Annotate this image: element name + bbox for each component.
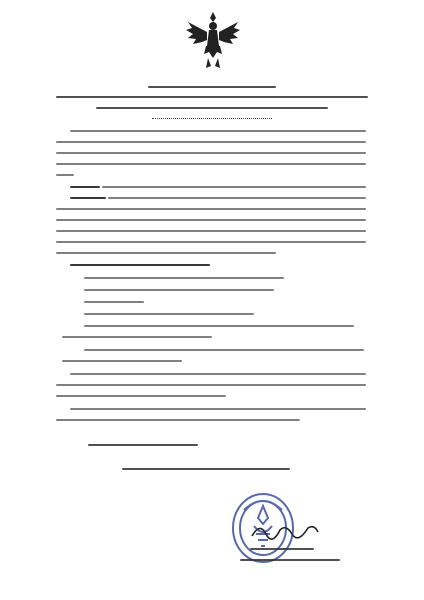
section-1-text-line (102, 186, 366, 188)
section-1-text-line (56, 230, 366, 232)
section-3-text-line (56, 395, 226, 397)
garuda-emblem-icon (184, 8, 242, 70)
section-2-item (84, 349, 364, 351)
section-2-text-line (84, 289, 274, 291)
section-1-text-line (56, 219, 366, 221)
section-2-heading (70, 264, 210, 266)
signatory-position (240, 559, 340, 561)
section-2-item (62, 336, 212, 338)
title-line-2 (56, 96, 368, 98)
intro-text-line (56, 152, 366, 154)
section-4-text-line (56, 419, 300, 421)
date-line (122, 468, 290, 470)
title-divider (152, 118, 272, 120)
section-1-text-line (56, 241, 366, 243)
section-1-text-line (108, 197, 366, 199)
closing-line (88, 444, 198, 446)
title-line-1 (148, 86, 276, 88)
section-2-text-line (84, 277, 284, 279)
section-2-item (84, 313, 254, 315)
section-4-text-line (70, 408, 366, 410)
section-2-item (62, 360, 182, 362)
intro-text-line (70, 130, 366, 132)
title-line-3 (96, 107, 328, 109)
intro-text-line (56, 174, 74, 176)
intro-text-line (56, 163, 366, 165)
section-3-text-line (70, 373, 366, 375)
handwritten-signature-icon (250, 520, 320, 542)
section-2-item (84, 325, 354, 327)
section-3-text-line (56, 384, 366, 386)
section-2-text-line (84, 301, 144, 303)
signatory-name (250, 548, 314, 550)
intro-text-line (56, 141, 366, 143)
section-1-text-line (56, 208, 366, 210)
section-1-text-line (56, 252, 276, 254)
section-1-heading (70, 186, 100, 188)
section-1-subheading (70, 197, 106, 199)
